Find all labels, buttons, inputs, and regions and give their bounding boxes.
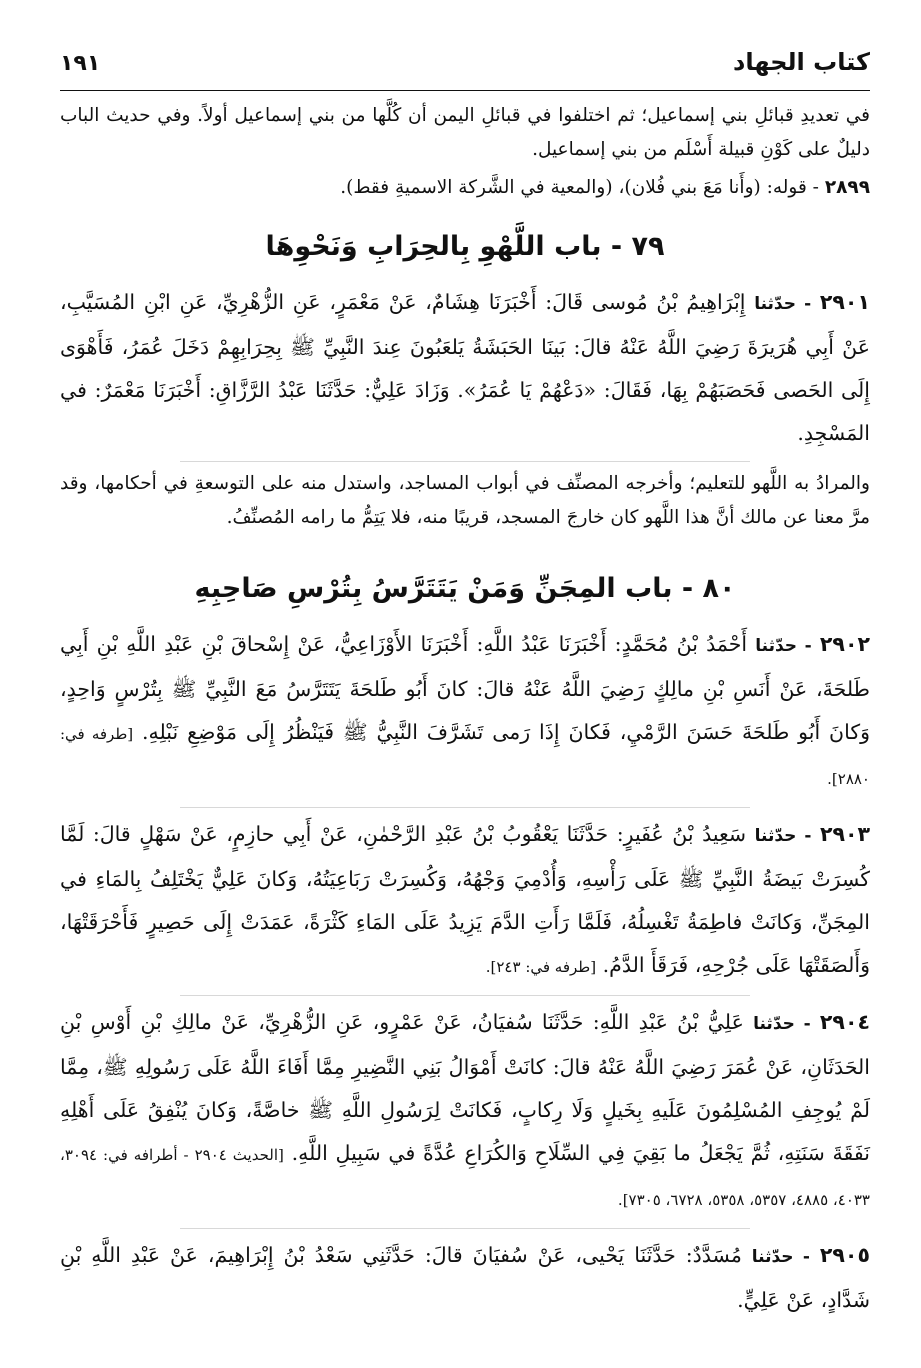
- divider: [180, 807, 750, 809]
- commentary-79: والمرادُ به اللَّهو للتعليم؛ وأخرجه المصنِّف في أبواب المساجد، واستدل منه على التوسعةِ في أحكامها، وقد مرَّ معنا عن مالك أنَّ هذا اللَّهو كان خارجَ المسجد، قريبًا منه، فلا يَتِمُّ ما رامه المُصنِّفُ.: [60, 473, 870, 528]
- intro-paragraph: في تعديدِ قبائلِ بني إسماعيل؛ ثم اختلفوا في قبائلِ اليمن أن كُلَّها من بني إسماعيل أولاً. وفي حديث الباب دليلٌ على كَوْنِ قبيلة أَسْلَم من بني إسماعيل.: [60, 105, 870, 160]
- page-number: ١٩١: [60, 51, 101, 76]
- hadith-reference: [طرفه في: ٢٤٣].: [485, 958, 597, 976]
- hadith-number: ٢٩٠١: [819, 290, 870, 314]
- book-page: [60, 48, 870, 1322]
- hadith-number: ٢٩٠٥: [819, 1243, 870, 1267]
- hadith-text: مُسَدَّدٌ: حَدَّثَنَا يَحْيى، عَنْ سُفيَانَ قالَ: حَدَّثَنِي سَعْدُ بْنُ إِبْرَاهِيمَ، عَنْ عَبْدِ اللَّهِ بْنِ شَدَّادٍ، عَنْ عَلِيٍّ.: [60, 1243, 870, 1312]
- hadith-2901: [60, 281, 870, 455]
- hadith-2903: [60, 813, 870, 989]
- hadith-number: ٢٩٠٢: [819, 632, 870, 656]
- hadith-number: ٢٩٠٣: [819, 822, 870, 846]
- note-2899: [60, 171, 870, 205]
- note-number: ٢٨٩٩: [824, 177, 870, 198]
- hadith-number: ٢٩٠٤: [819, 1010, 870, 1034]
- chapter-number: ٨٠: [702, 573, 736, 604]
- chapter-title: - باب اللَّهْوِ بِالحِرَابِ وَنَحْوِهَا: [265, 231, 623, 262]
- divider: [180, 461, 750, 463]
- note-text: - قوله: (وأَنا مَعَ بني فُلان)، (والمعية في الشَّركة الاسميةِ فقط).: [340, 177, 819, 198]
- chapter-heading-80: [60, 559, 870, 619]
- hadith-2905: [60, 1234, 870, 1322]
- header-rule: [60, 90, 870, 91]
- hadith-text: أَحْمَدُ بْنُ مُحَمَّدٍ: أَخْبَرَنَا عَبْدُ اللَّهِ: أَخْبَرَنَا الأَوْزَاعِيُّ، عَنْ إِسْحاقَ بْنِ عَبْدِ اللَّهِ بْنِ أَبِي طَلحَةَ، عَنْ أَنَسِ بْنِ مالِكٍ رَضِيَ اللَّهُ عَنْهُ قالَ: كانَ أَبُو طَلحَةَ يَتَتَرَّسُ مَعَ النَّبِيِّ ﷺ بِتُرْسٍ وَاحِدٍ، وَكانَ أَبُو طَلحَةَ حَسَنَ الرَّمْيِ، فَكانَ إِذَا رَمى تَشَرَّفَ النَّبِيُّ ﷺ فَيَنْظُرُ إِلَى مَوْضِعِ نَبْلِهِ.: [60, 632, 870, 744]
- page-header: [60, 48, 870, 88]
- hadith-2904: [60, 1001, 870, 1222]
- hadith-2902: [60, 623, 870, 801]
- hadith-lead: - حدّثنا: [754, 294, 812, 314]
- hadith-reference: [الحديث ٢٩٠٤ - أطرافه في: ٣٠٩٤، ٤٠٣٣، ٤٨٨٥، ٥٣٥٧، ٥٣٥٨، ٦٧٢٨، ٧٣٠٥].: [60, 1146, 870, 1209]
- divider: [180, 1228, 750, 1230]
- hadith-text: سَعِيدُ بْنُ عُفَيرٍ: حَدَّثَنَا يَعْقُوبُ بْنُ عَبْدِ الرَّحْمٰنِ، عَنْ أَبِي حازِمٍ، عَنْ سَهْلٍ قالَ: لَمَّا كُسِرَتْ بَيضَةُ النَّبِيِّ ﷺ عَلَى رَأْسِهِ، وَأُدْمِيَ وَجْهُهُ، وَكُسِرَتْ رَبَاعِيَتُهُ، وَكانَ عَلِيٌّ يَخْتَلِفُ بِالمَاءِ في المِجَنِّ، وَكانَتْ فاطِمَةُ تَغْسِلُهُ، فَلَمَّا رَأَتِ الدَّمَ يَزِيدُ عَلَى المَاءِ كَثْرَةً، عَمَدَتْ إِلَى حَصِيرٍ فَأَحْرَقَتْهَا، وَأَلصَقَتْهَا عَلَى جُرْحِهِ، فَرَقَأَ الدَّمُ.: [60, 822, 870, 977]
- hadith-text: عَلِيُّ بْنُ عَبْدِ اللَّهِ: حَدَّثَنَا سُفيَانُ، عَنْ عَمْرٍو، عَنِ الزُّهْرِيِّ، عَنْ مالِكِ بْنِ أَوْسِ بْنِ الحَدَثَانِ، عَنْ عُمَرَ رَضِيَ اللَّهُ عَنْهُ قالَ: كانَتْ أَمْوَالُ بَنِي النَّضِيرِ مِمَّا أَفَاءَ اللَّهُ عَلَى رَسُولِهِ ﷺ، مِمَّا لَمْ يُوجِفِ المُسْلِمُونَ عَلَيهِ بِخَيلٍ وَلَا رِكابٍ، فَكانَتْ لِرَسُولِ اللَّهِ ﷺ خاصَّةً، وَكانَ يُنْفِقُ عَلَى أَهْلِهِ نَفَقَةَ سَنَتِهِ، ثُمَّ يَجْعَلُ ما بَقِيَ فِي السِّلَاحِ وَالكُرَاعِ عُدَّةً في سَبِيلِ اللَّهِ.: [60, 1010, 870, 1165]
- hadith-lead: - حدّثنا: [753, 1014, 811, 1034]
- hadith-lead: - حدّثنا: [751, 1247, 810, 1267]
- hadith-text: إِبْرَاهِيمُ بْنُ مُوسى قَالَ: أَخْبَرَنَا هِشَامٌ، عَنْ مَعْمَرٍ، عَنِ الزُّهْرِيِّ، عَنِ ابْنِ المُسَيَّبِ، عَنْ أَبِي هُرَيرَةَ رَضِيَ اللَّهُ عَنْهُ قالَ: بَينَا الحَبَشَةُ يَلعَبُونَ عِندَ النَّبِيِّ ﷺ بِحِرَابِهِمْ دَخَلَ عُمَرُ، فَأَهْوَى إِلَى الحَصى فَحَصَبَهُمْ بِهَا، فَقَالَ: «دَعْهُمْ يَا عُمَرُ». وَزَادَ عَلِيٌّ: حَدَّثَنَا عَبْدُ الرَّزَّاقِ: أَخْبَرَنَا مَعْمَرٌ: في المَسْجِدِ.: [60, 290, 870, 445]
- running-title: كتاب الجهاد: [733, 48, 870, 76]
- chapter-number: ٧٩: [631, 231, 665, 262]
- hadith-reference: [طرفه في: ٢٨٨٠].: [60, 725, 870, 788]
- hadith-lead: - حدّثنا: [755, 636, 812, 656]
- chapter-title: - باب المِجَنِّ وَمَنْ يَتَتَرَّسُ بِتُرْسِ صَاحِبِهِ: [194, 573, 694, 604]
- chapter-heading-79: [60, 217, 870, 277]
- divider: [180, 995, 750, 997]
- hadith-lead: - حدّثنا: [754, 826, 812, 846]
